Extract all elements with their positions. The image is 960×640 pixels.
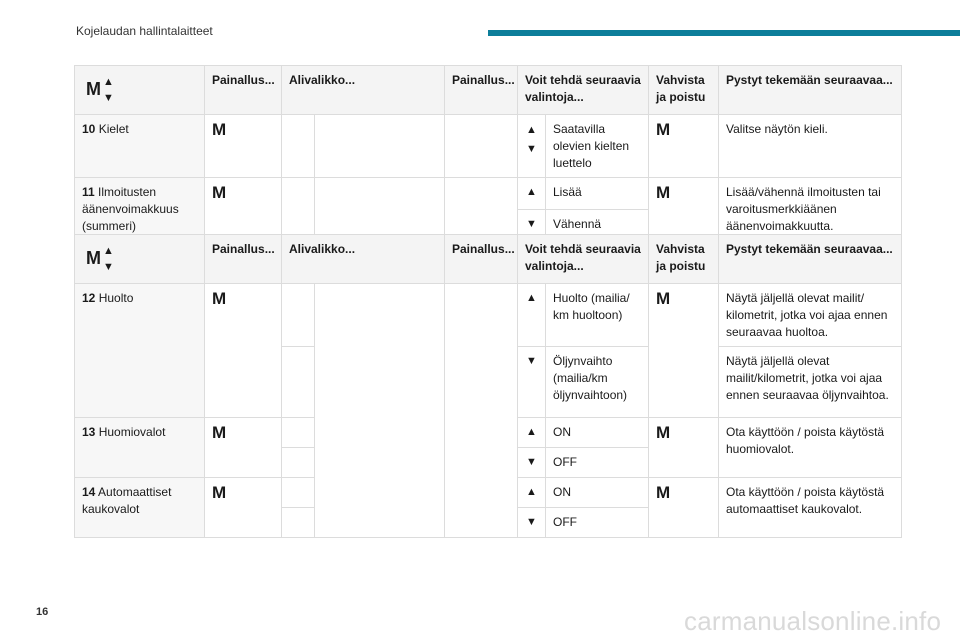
result-cell: Näytä jäljellä olevat mailit/kilometrit, jotka voi ajaa ennen seuraavaa öljynvaihtoa. <box>719 347 902 418</box>
confirm-cell <box>649 115 719 178</box>
menu-button-header <box>75 66 205 115</box>
watermark: carmanualsonline.info <box>684 606 942 636</box>
m-button-icon: M <box>212 483 227 502</box>
arrow-cell <box>518 448 546 478</box>
m-button-cell <box>205 284 282 418</box>
choice-cell: Vähennä <box>546 210 649 241</box>
col-header-press-1: Painallus... <box>205 235 282 284</box>
arrow-cell <box>518 178 546 210</box>
menu-updown-icon: M ▲ ▼ <box>86 76 114 104</box>
confirm-cell <box>649 284 719 418</box>
press-cell <box>445 284 518 538</box>
up-arrow-icon: ▲ <box>526 124 537 136</box>
table-row <box>75 115 902 178</box>
col-header-submenu: Alivalikko... <box>282 235 445 284</box>
col-header-press-2: Painallus... <box>445 235 518 284</box>
confirm-cell <box>649 418 719 478</box>
result-cell: Ota käyttöön / poista käytöstä automaattiset kaukovalot. <box>719 478 902 538</box>
m-button-cell <box>205 478 282 538</box>
function-cell: 11 Ilmoitusten äänenvoimakkuus (summeri) <box>75 178 205 241</box>
m-button-icon: M <box>656 483 671 502</box>
m-button-icon: M <box>656 183 671 202</box>
col-header-submenu: Alivalikko... <box>282 66 445 115</box>
m-button-icon: M <box>656 120 671 139</box>
submenu-cell <box>282 347 315 418</box>
col-header-result: Pystyt tekemään seuraavaa... <box>719 235 902 284</box>
m-button-cell <box>205 178 282 241</box>
submenu-cell <box>282 448 315 478</box>
result-cell: Näytä jäljellä olevat mailit/ kilometrit, jotka voi ajaa ennen seuraavaa huoltoa. <box>719 284 902 347</box>
submenu-cell <box>282 418 315 448</box>
down-arrow-icon: ▼ <box>526 218 537 231</box>
submenu-cell <box>282 508 315 538</box>
col-header-press-2: Painallus... <box>445 66 518 115</box>
menu-updown-icon: M ▲ ▼ <box>86 245 114 273</box>
m-button-icon: M <box>212 183 227 202</box>
submenu-cell <box>315 284 445 538</box>
col-header-press-1: Painallus... <box>205 66 282 115</box>
function-cell: 12 Huolto <box>75 284 205 418</box>
col-header-choices: Voit tehdä seuraavia valintoja... <box>518 66 649 115</box>
m-button-icon: M <box>212 423 227 442</box>
col-header-confirm: Vahvista ja poistu <box>649 66 719 115</box>
up-arrow-icon: ▲ <box>526 426 537 438</box>
arrow-cell <box>518 284 546 347</box>
choice-cell: Huolto (mailia/ km huoltoon) <box>546 284 649 347</box>
result-cell: Lisää/vähennä ilmoitusten tai varoitusmerkkiäänen äänenvoimakkuutta. <box>719 178 902 241</box>
m-button-icon: M <box>212 289 227 308</box>
result-cell: Valitse näytön kieli. <box>719 115 902 178</box>
choice-cell: Lisää <box>546 178 649 210</box>
submenu-cell <box>315 115 445 178</box>
m-button-icon: M <box>656 423 671 442</box>
submenu-cell <box>282 178 315 241</box>
m-button-cell <box>205 418 282 478</box>
confirm-cell <box>649 478 719 538</box>
function-cell: 13 Huomiovalot <box>75 418 205 478</box>
choice-cell: Öljynvaihto (mailia/km öljynvaihtoon) <box>546 347 649 418</box>
header-accent-bar <box>488 30 960 36</box>
col-header-confirm: Vahvista ja poistu <box>649 235 719 284</box>
press-cell <box>445 178 518 241</box>
table-header-row <box>75 66 902 115</box>
submenu-cell <box>282 478 315 508</box>
choice-cell: OFF <box>546 508 649 538</box>
table-header-row <box>75 235 902 284</box>
down-arrow-icon: ▼ <box>526 143 537 155</box>
col-header-result: Pystyt tekemään seuraavaa... <box>719 66 902 115</box>
arrow-cell <box>518 418 546 448</box>
choice-cell: Saatavilla olevien kielten luettelo <box>546 115 649 178</box>
down-arrow-icon: ▼ <box>526 516 537 528</box>
m-button-cell <box>205 115 282 178</box>
confirm-cell <box>649 178 719 241</box>
arrow-cell <box>518 478 546 508</box>
function-cell: 10 Kielet <box>75 115 205 178</box>
choice-cell: ON <box>546 418 649 448</box>
function-cell: 14 Automaattiset kaukovalot <box>75 478 205 538</box>
up-arrow-icon: ▲ <box>526 292 537 304</box>
submenu-cell <box>282 115 315 178</box>
arrow-cell <box>518 508 546 538</box>
m-button-icon: M <box>656 289 671 308</box>
submenu-cell <box>282 284 315 347</box>
down-arrow-icon: ▼ <box>526 355 537 367</box>
section-title: Kojelaudan hallintalaitteet <box>76 24 213 38</box>
up-arrow-icon: ▲ <box>526 486 537 498</box>
down-arrow-icon: ▼ <box>526 456 537 468</box>
result-cell: Ota käyttöön / poista käytöstä huomiovalot. <box>719 418 902 478</box>
table-row <box>75 284 902 347</box>
choice-cell: OFF <box>546 448 649 478</box>
controls-table-1 <box>74 65 902 241</box>
arrow-cell <box>518 347 546 418</box>
press-cell <box>445 115 518 178</box>
submenu-cell <box>315 178 445 241</box>
up-arrow-icon: ▲ <box>526 186 537 198</box>
table-row <box>75 178 902 210</box>
arrow-cell <box>518 115 546 178</box>
m-button-icon: M <box>212 120 227 139</box>
col-header-choices: Voit tehdä seuraavia valintoja... <box>518 235 649 284</box>
menu-button-header <box>75 235 205 284</box>
choice-cell: ON <box>546 478 649 508</box>
controls-table-2 <box>74 234 902 538</box>
page-number: 16 <box>36 606 49 618</box>
